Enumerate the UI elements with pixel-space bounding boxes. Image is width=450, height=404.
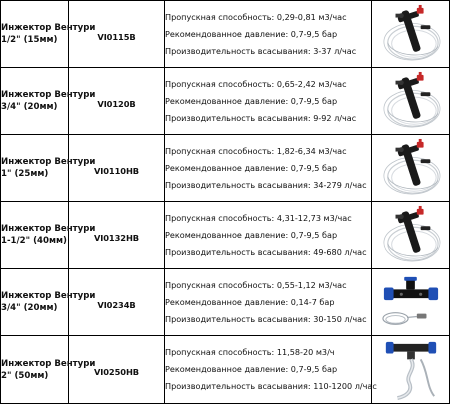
suction-label: Производительность всасывания: (165, 112, 314, 123)
capacity-label: Пропускная способность: (165, 279, 277, 290)
capacity-label: Пропускная способность: (165, 212, 277, 223)
suction-line (165, 43, 371, 60)
capacity-label: Пропускная способность: (165, 347, 277, 357)
product-code: VI0234B (97, 299, 136, 310)
product-name (1, 22, 96, 46)
product-code: VI0132HB (93, 232, 140, 243)
pressure-label: Рекомендованное давление: (165, 364, 291, 374)
suction-line (165, 177, 371, 194)
suction-line (165, 311, 371, 328)
product-specs-cell (165, 1, 372, 68)
venturi-injector-blue-icon (377, 272, 445, 332)
product-size-line: 1" (25мм) (1, 169, 49, 179)
product-name (1, 89, 96, 113)
product-photo-cell (372, 202, 450, 269)
capacity-value: 0,55-1,12 м3/час (276, 279, 347, 290)
capacity-line (165, 143, 371, 160)
capacity-value: 11,58-20 м3/ч (276, 347, 335, 357)
suction-label: Производительность всасывания: (165, 246, 314, 257)
pressure-value: 0,14-7 бар (290, 296, 335, 307)
product-photo-cell (372, 135, 450, 202)
product-name-line: Инжектор Вентури (1, 358, 96, 369)
product-name-cell (1, 68, 96, 135)
product-specs-cell (165, 202, 372, 269)
capacity-line (165, 344, 371, 361)
product-size-line: 1/2" (15мм) (1, 35, 58, 45)
pressure-line (165, 227, 371, 244)
product-name-line: Инжектор Вентури (1, 291, 96, 301)
pressure-label: Рекомендованное давление: (165, 229, 291, 240)
pressure-value: 0,7-9,5 бар (290, 364, 338, 374)
capacity-label: Пропускная способность: (165, 11, 277, 22)
capacity-value: 1,82-6,34 м3/час (276, 145, 347, 156)
pressure-label: Рекомендованное давление: (165, 28, 291, 39)
product-name-line: Инжектор Вентури (1, 23, 96, 33)
venturi-injector-kit-icon (377, 138, 445, 198)
product-code-cell (69, 202, 165, 269)
suction-label: Производительность всасывания: (165, 313, 314, 324)
product-name (1, 156, 96, 180)
product-size-line: 3/4" (20мм) (1, 102, 58, 112)
product-code: VI0120B (97, 98, 136, 109)
suction-line (165, 110, 371, 127)
pressure-line (165, 160, 371, 177)
capacity-line (165, 76, 371, 93)
pressure-line (165, 294, 371, 311)
product-name (1, 223, 96, 247)
suction-value: 3-37 л/час (313, 45, 357, 56)
table-row (1, 202, 450, 269)
suction-value: 30-150 л/час (313, 313, 367, 324)
suction-label: Производительность всасывания: (165, 45, 314, 56)
product-size-line: 2" (50мм) (1, 370, 49, 381)
product-specs-cell (165, 135, 372, 202)
product-code-cell (69, 269, 165, 336)
venturi-injector-kit-icon (377, 4, 445, 64)
suction-value: 49-680 л/час (313, 246, 367, 257)
pressure-value: 0,7-9,5 бар (290, 162, 338, 173)
capacity-line (165, 277, 371, 294)
product-photo-cell (372, 68, 450, 135)
product-code-cell (69, 336, 165, 404)
venturi-injector-kit-icon (377, 205, 445, 265)
product-specs-cell (165, 336, 377, 404)
product-name-cell (1, 1, 96, 68)
product-name-line: Инжектор Вентури (1, 224, 96, 234)
product-name (1, 358, 96, 382)
capacity-line (165, 9, 371, 26)
capacity-value: 0,65-2,42 м3/час (276, 78, 347, 89)
product-size-line: 1-1/2" (40мм) (1, 236, 67, 246)
product-code-cell (69, 135, 165, 202)
product-code-cell (69, 68, 165, 135)
pressure-value: 0,7-9,5 бар (290, 229, 338, 240)
table-row (1, 135, 450, 202)
product-code: VI0250HB (93, 367, 140, 377)
product-name-cell (1, 336, 96, 404)
product-specs-cell (165, 68, 372, 135)
product-name-line: Инжектор Вентури (1, 157, 96, 167)
capacity-label: Пропускная способность: (165, 145, 277, 156)
product-name-cell (1, 269, 96, 336)
venturi-injector-kit-icon (377, 71, 445, 131)
pressure-line (165, 93, 371, 110)
table-row (1, 68, 450, 135)
suction-label: Производительность всасывания: (165, 179, 314, 190)
product-code-cell (69, 1, 165, 68)
suction-line (165, 244, 371, 261)
product-specs-cell (165, 269, 372, 336)
table-row (1, 1, 450, 68)
product-photo-cell (372, 1, 450, 68)
capacity-value: 0,29-0,81 м3/час (276, 11, 347, 22)
venturi-injector-large-icon (377, 340, 445, 400)
table-row (1, 336, 450, 404)
pressure-line (165, 26, 371, 43)
capacity-value: 4,31-12,73 м3/час (276, 212, 352, 223)
table-row (1, 269, 450, 336)
suction-line (165, 378, 377, 395)
product-photo-cell (372, 336, 450, 404)
product-name (1, 290, 96, 314)
product-name-cell (1, 135, 96, 202)
capacity-line (165, 210, 371, 227)
pressure-label: Рекомендованное давление: (165, 296, 291, 307)
suction-value: 110-1200 л/час (313, 381, 377, 391)
product-photo-cell (372, 269, 450, 336)
pressure-line (165, 361, 371, 378)
suction-value: 9-92 л/час (313, 112, 357, 123)
product-size-line: 3/4" (20мм) (1, 303, 58, 313)
suction-value: 34-279 л/час (313, 179, 367, 190)
suction-label: Производительность всасывания: (165, 381, 314, 391)
pressure-value: 0,7-9,5 бар (290, 95, 338, 106)
capacity-label: Пропускная способность: (165, 78, 277, 89)
pressure-label: Рекомендованное давление: (165, 162, 291, 173)
product-code: VI0110HB (93, 165, 140, 176)
product-name-cell (1, 202, 96, 269)
product-name-line: Инжектор Вентури (1, 90, 96, 100)
product-code: VI0115B (97, 31, 136, 42)
pressure-label: Рекомендованное давление: (165, 95, 291, 106)
pressure-value: 0,7-9,5 бар (290, 28, 338, 39)
